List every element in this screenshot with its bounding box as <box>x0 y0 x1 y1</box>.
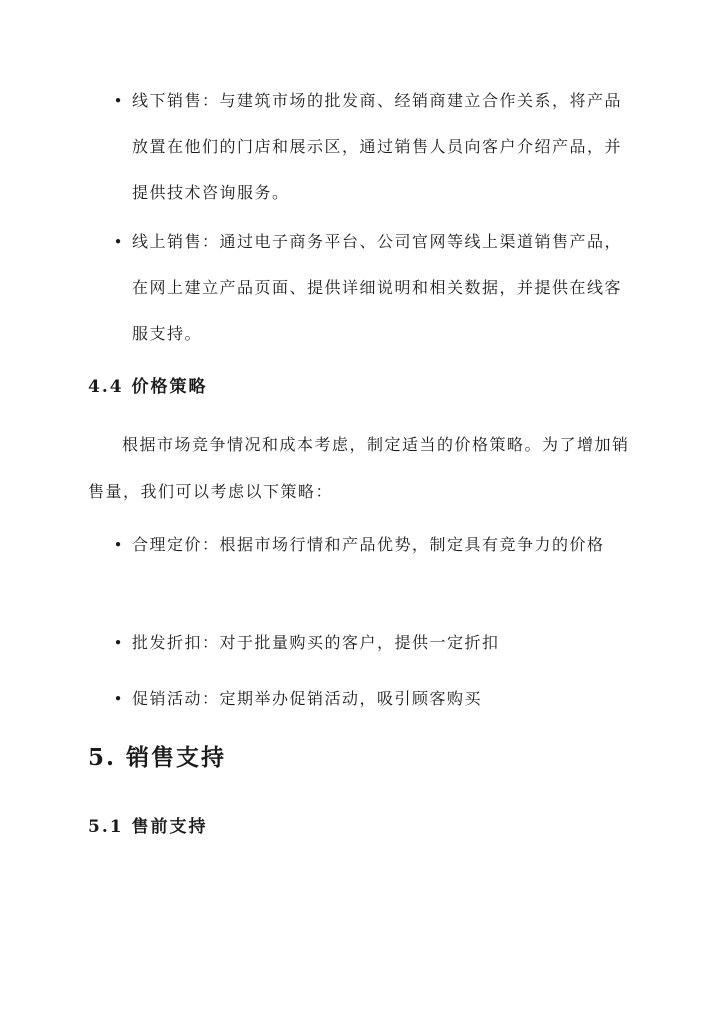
bullet-marker: • <box>113 92 123 110</box>
bullet-text: 合理定价：根据市场行情和产品优势，制定具有竞争力的价格 <box>132 535 605 554</box>
pricing-paragraph: 根据市场竞争情况和成本考虑，制定适当的价格策略。为了增加销售量，我们可以考虑以下策略： <box>88 435 630 501</box>
bullet-marker: • <box>113 536 123 554</box>
bullet-text: 促销活动：定期举办促销活动，吸引顾客购买 <box>132 689 483 708</box>
bullet-text: 批发折扣：对于批量购买的客户，提供一定折扣 <box>132 633 500 652</box>
section-heading-4-4: 4.4 价格策略 <box>88 377 208 397</box>
section-heading-5: 5. 销售支持 <box>88 744 227 771</box>
bullet-text: 线下销售：与建筑市场的批发商、经销商建立合作关系，将产品放置在他们的门店和展示区，通过销售人员向客户介绍产品，并提供技术咨询服务。 <box>132 91 623 202</box>
section-heading-5-1: 5.1 售前支持 <box>88 817 208 837</box>
bullet-marker: • <box>113 690 123 708</box>
bullet-text: 线上销售：通过电子商务平台、公司官网等线上渠道销售产品，在网上建立产品页面、提供详细说明和相关数据，并提供在线客服支持。 <box>132 232 623 343</box>
bullet-marker: • <box>113 634 123 652</box>
bullet-marker: • <box>113 233 123 251</box>
